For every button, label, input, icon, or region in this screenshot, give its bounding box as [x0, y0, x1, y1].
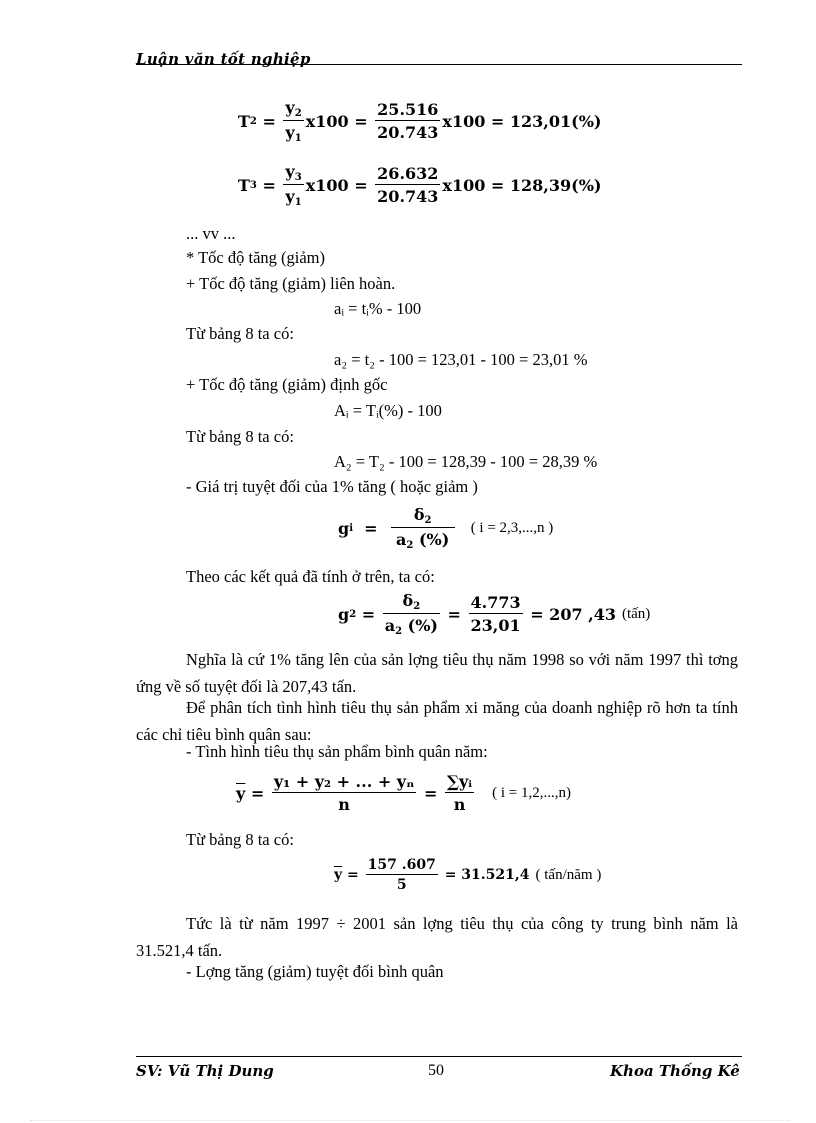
paragraph-nghia-la: Nghĩa là cứ 1% tăng lên của sản lợng tiêu thụ năm 1998 so với năm 1997 thì tơng ứng về số tuyệt đối là 207,43 tấn.: [136, 650, 738, 696]
a2-formula: a₂ = t₂ - 100 = 123,01 - 100 = 23,01 %: [334, 350, 588, 369]
formula-t3: T 3 = $\frac{y_3}{y_1}$ x100 = $\frac{26.632}{20.743}$ x100 = 128,39(%): [238, 162, 602, 208]
tu-bang-line-2: Từ bảng 8 ta có:: [186, 427, 294, 446]
dinh-goc-heading: + Tốc độ tăng (giảm) định gốc: [186, 375, 388, 394]
page-number: 50: [428, 1062, 444, 1079]
toc-do-heading: * Tốc độ tăng (giảm): [186, 248, 325, 267]
formula-ybar: $\overline{y}$ = $\frac{\text{y₁ + y₂ + ... + yₙ}}{n}$ = $\frac{\text{∑yᵢ}}{n}$ ( i = 1,2,...,n): [236, 772, 571, 814]
luong-tang-heading: - Lợng tăng (giảm) tuyệt đối bình quân: [186, 962, 444, 981]
paragraph-de-phan-tich: Để phân tích tình hình tiêu thụ sản phẩm xi măng của doanh nghiệp rõ hơn ta tính các chỉ tiêu bình quân sau:: [136, 698, 738, 744]
theo-cac-line: Theo các kết quả đã tính ở trên, ta có:: [186, 567, 435, 586]
ai-formula: aᵢ = tᵢ% - 100: [334, 299, 422, 318]
A2-formula: A₂ = T₂ - 100 = 128,39 - 100 = 28,39 %: [334, 452, 598, 471]
footer-rule: [136, 1056, 742, 1057]
footer-author: SV: Vũ Thị Dung: [136, 1062, 274, 1080]
vv-line: ... vv ...: [186, 224, 236, 243]
lien-hoan-heading: + Tốc độ tăng (giảm) liên hoàn.: [186, 274, 396, 293]
page-bottom-dotted-line: [30, 1120, 790, 1121]
tu-bang-line-1: Từ bảng 8 ta có:: [186, 324, 294, 343]
tinh-hinh-heading: - Tình hình tiêu thụ sản phẩm bình quân năm:: [186, 742, 488, 761]
tu-bang-line-3: Từ bảng 8 ta có:: [186, 830, 294, 849]
header-rule: [136, 64, 742, 65]
footer-department: Khoa Thống Kê: [610, 1062, 740, 1080]
formula-gi: g i = $\frac{\delta_2}{a_2 (\%)}$ ( i = 2,3,...,n ): [338, 505, 554, 551]
running-header-title: Luận văn tốt nghiệp: [136, 50, 311, 68]
formula-t2: T 2 = $\frac{y_2}{y_1}$ x100 = $\frac{25.516}{20.743}$ x100 = 123,01(%): [238, 98, 602, 144]
formula-g2: g 2 = $\frac{\delta_2}{a_2 (\%)}$ = $\frac{4.773}{23,01}$ = 207 ,43 (tấn): [338, 591, 651, 637]
Ai-formula: Aᵢ = Tᵢ(%) - 100: [334, 401, 442, 420]
paragraph-tuc-la: Tức là từ năm 1997 ÷ 2001 sản lợng tiêu thụ của công ty trung bình năm là 31.521,4 tấn.: [136, 914, 738, 960]
gia-tri-heading: - Giá trị tuyệt đối của 1% tăng ( hoặc giảm ): [186, 477, 478, 496]
formula-ybar-value: $\overline{y}$ = $\frac{157 .607}{5}$ = 31.521,4 ( tấn/năm ): [334, 857, 602, 893]
